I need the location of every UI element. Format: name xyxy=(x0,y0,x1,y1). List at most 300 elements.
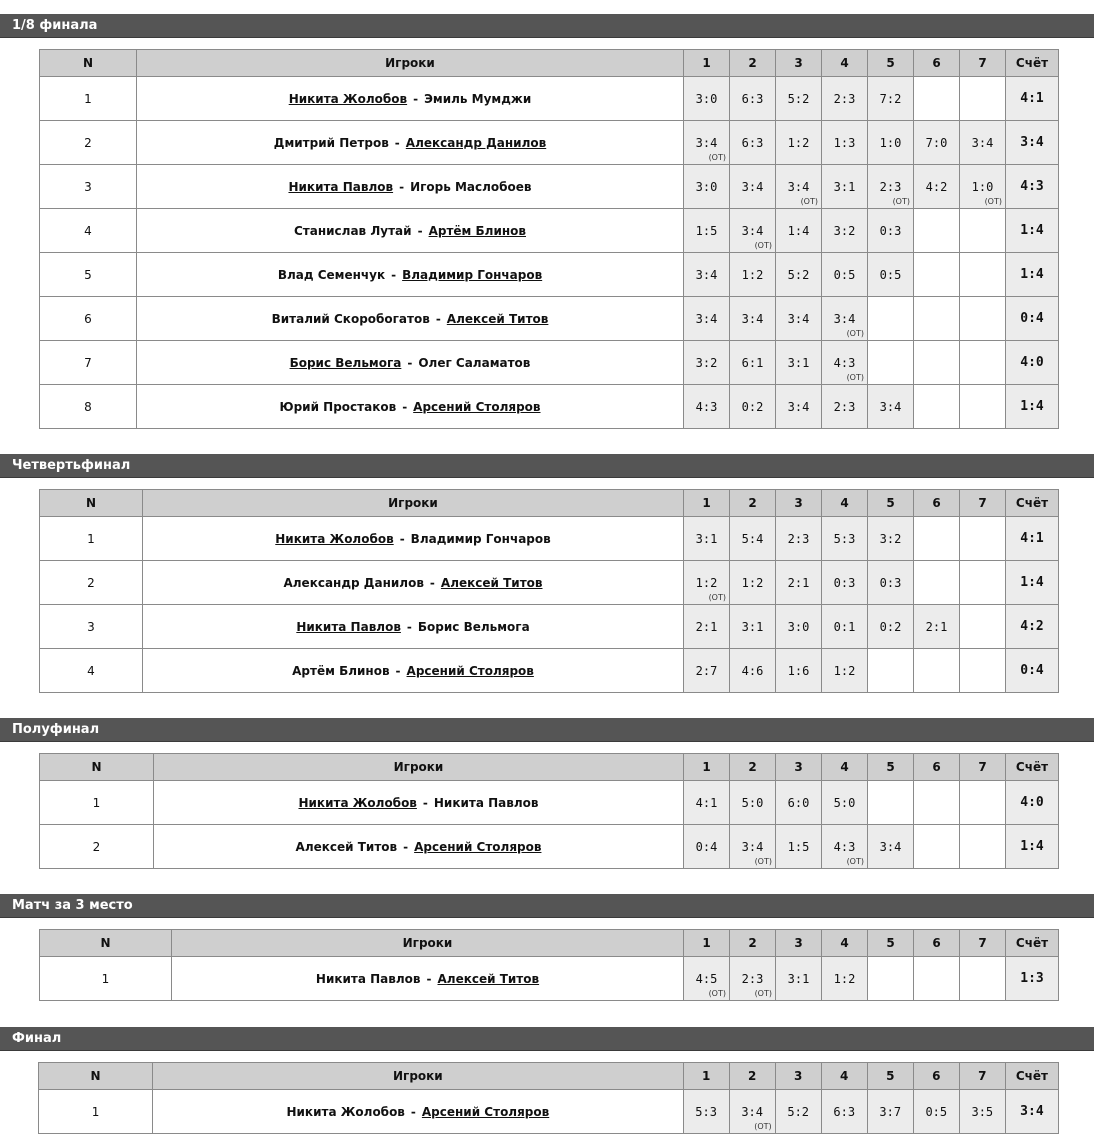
match-score: 1:3 xyxy=(1006,957,1059,1001)
set-score-3 xyxy=(776,341,822,385)
set-score-4 xyxy=(822,517,868,561)
set-score-value: 1:0 xyxy=(879,135,902,150)
match-row xyxy=(40,121,1059,165)
match-row xyxy=(40,825,1059,869)
set-score-7 xyxy=(960,605,1006,649)
match-players xyxy=(143,605,684,649)
player-link[interactable]: Виталий Скоробогатов xyxy=(271,311,430,326)
set-score-1 xyxy=(684,165,730,209)
set-score-value: 3:5 xyxy=(971,1104,994,1119)
match-row xyxy=(40,297,1059,341)
set-score-value: 4:2 xyxy=(925,179,948,194)
match-number: 1 xyxy=(40,781,154,825)
match-number: 2 xyxy=(40,121,137,165)
set-score-7 xyxy=(960,781,1006,825)
player-link[interactable]: Никита Жолобов xyxy=(298,795,417,810)
match-players xyxy=(137,297,684,341)
set-score-7 xyxy=(960,825,1006,869)
set-score-value: 0:5 xyxy=(879,267,902,282)
overtime-badge: (ОТ) xyxy=(708,153,726,162)
vs-separator: - xyxy=(426,971,432,986)
set-score-2 xyxy=(730,957,776,1001)
set-score-value: 2:3 xyxy=(879,179,902,194)
column-header-n: N xyxy=(40,50,137,77)
set-score-3 xyxy=(776,825,822,869)
set-score-value: 5:0 xyxy=(833,795,856,810)
match-number: 1 xyxy=(40,77,137,121)
match-number: 6 xyxy=(40,297,137,341)
vs-separator: - xyxy=(399,531,405,546)
match-players xyxy=(137,341,684,385)
set-score-6 xyxy=(914,341,960,385)
set-score-value: 6:1 xyxy=(741,355,764,370)
vs-separator: - xyxy=(403,839,409,854)
set-score-6 xyxy=(914,77,960,121)
set-score-6 xyxy=(914,781,960,825)
set-score-4 xyxy=(822,165,868,209)
set-score-2 xyxy=(730,825,776,869)
match-players xyxy=(153,1090,684,1134)
set-score-4 xyxy=(822,121,868,165)
set-score-value: 1:2 xyxy=(833,663,856,678)
match-row xyxy=(40,561,1059,605)
player-link[interactable]: Никита Жолобов xyxy=(275,531,394,546)
player-link[interactable]: Дмитрий Петров xyxy=(273,135,389,150)
player-link[interactable]: Юрий Простаков xyxy=(279,399,397,414)
match-score: 0:4 xyxy=(1006,649,1059,693)
set-score-2 xyxy=(730,605,776,649)
column-header-n: N xyxy=(39,1063,153,1090)
match-number: 3 xyxy=(40,165,137,209)
set-score-7 xyxy=(960,253,1006,297)
header-row xyxy=(40,754,1059,781)
set-score-value: 0:4 xyxy=(695,839,718,854)
set-score-value: 3:7 xyxy=(879,1104,902,1119)
section-header: 1/8 финала xyxy=(0,14,1094,38)
set-score-4 xyxy=(822,957,868,1001)
bracket-table xyxy=(39,753,1059,869)
match-row xyxy=(40,385,1059,429)
set-score-3 xyxy=(776,209,822,253)
set-score-5 xyxy=(868,605,914,649)
vs-separator: - xyxy=(435,311,441,326)
column-header-set-3: 3 xyxy=(775,1063,821,1090)
vs-separator: - xyxy=(417,223,423,238)
match-row xyxy=(40,209,1059,253)
column-header-set-3: 3 xyxy=(776,50,822,77)
bracket-table xyxy=(38,1062,1059,1134)
player-link[interactable]: Никита Жолобов xyxy=(286,1104,405,1119)
set-score-6 xyxy=(914,253,960,297)
player-link[interactable]: Артём Блинов xyxy=(292,663,390,678)
vs-separator: - xyxy=(391,267,397,282)
player-link[interactable]: Никита Павлов xyxy=(288,179,394,194)
match-number: 4 xyxy=(40,649,143,693)
set-score-2 xyxy=(730,781,776,825)
set-score-value: 3:2 xyxy=(879,531,902,546)
set-score-value: 5:0 xyxy=(741,795,764,810)
column-header-set-4: 4 xyxy=(822,930,868,957)
column-header-set-4: 4 xyxy=(822,754,868,781)
player-link[interactable]: Арсений Столяров xyxy=(414,839,542,854)
vs-separator: - xyxy=(395,663,401,678)
set-score-2 xyxy=(730,121,776,165)
set-score-3 xyxy=(776,385,822,429)
set-score-value: 6:3 xyxy=(741,91,764,106)
set-score-5 xyxy=(868,77,914,121)
set-score-1 xyxy=(684,957,730,1001)
column-header-set-7: 7 xyxy=(960,930,1006,957)
column-header-set-5: 5 xyxy=(867,1063,913,1090)
set-score-1 xyxy=(684,825,730,869)
set-score-3 xyxy=(776,121,822,165)
vs-separator: - xyxy=(422,795,428,810)
match-row xyxy=(40,77,1059,121)
set-score-5 xyxy=(868,341,914,385)
set-score-5 xyxy=(868,825,914,869)
column-header-set-2: 2 xyxy=(730,754,776,781)
column-header-set-4: 4 xyxy=(821,1063,867,1090)
set-score-1 xyxy=(684,121,730,165)
set-score-3 xyxy=(776,561,822,605)
set-score-value: 1:5 xyxy=(695,223,718,238)
set-score-3 xyxy=(776,649,822,693)
column-header-set-2: 2 xyxy=(730,50,776,77)
player-link[interactable]: Эмиль Мумджи xyxy=(424,91,532,106)
player-link[interactable]: Алексей Титов xyxy=(295,839,398,854)
set-score-6 xyxy=(914,385,960,429)
set-score-2 xyxy=(730,209,776,253)
set-score-7 xyxy=(960,385,1006,429)
match-players xyxy=(137,121,684,165)
match-score: 1:4 xyxy=(1006,825,1059,869)
set-score-1 xyxy=(684,297,730,341)
player-link[interactable]: Арсений Столяров xyxy=(421,1104,550,1119)
match-number: 4 xyxy=(40,209,137,253)
column-header-n: N xyxy=(40,490,143,517)
player-link[interactable]: Арсений Столяров xyxy=(413,399,541,414)
vs-separator: - xyxy=(410,1104,416,1119)
set-score-5 xyxy=(868,957,914,1001)
set-score-6 xyxy=(914,165,960,209)
set-score-value: 3:4 xyxy=(741,311,764,326)
player-link[interactable]: Арсений Столяров xyxy=(406,663,534,678)
set-score-6 xyxy=(914,297,960,341)
match-score: 4:1 xyxy=(1006,77,1059,121)
column-header-set-1: 1 xyxy=(684,930,730,957)
set-score-7 xyxy=(959,1090,1005,1134)
player-link[interactable]: Станислав Лутай xyxy=(293,223,412,238)
match-players xyxy=(143,517,684,561)
set-score-1 xyxy=(684,253,730,297)
set-score-value: 3:1 xyxy=(741,619,764,634)
section-header: Матч за 3 место xyxy=(0,894,1094,918)
set-score-value: 1:2 xyxy=(787,135,810,150)
match-score: 3:4 xyxy=(1006,121,1059,165)
match-number: 2 xyxy=(40,825,154,869)
set-score-3 xyxy=(776,517,822,561)
set-score-value: 3:1 xyxy=(787,971,810,986)
set-score-value: 5:2 xyxy=(787,91,810,106)
set-score-7 xyxy=(960,165,1006,209)
column-header-players: Игроки xyxy=(143,490,684,517)
set-score-4 xyxy=(821,1090,867,1134)
player-link[interactable]: Влад Семенчук xyxy=(277,267,386,282)
set-score-value: 3:4 xyxy=(741,223,764,238)
match-number: 7 xyxy=(40,341,137,385)
set-score-value: 7:0 xyxy=(925,135,948,150)
set-score-value: 3:4 xyxy=(833,311,856,326)
set-score-value: 1:6 xyxy=(787,663,810,678)
player-link[interactable]: Борис Вельмога xyxy=(289,355,402,370)
set-score-7 xyxy=(960,297,1006,341)
set-score-value: 3:2 xyxy=(833,223,856,238)
set-score-value: 3:4 xyxy=(971,135,994,150)
match-players xyxy=(154,781,684,825)
column-header-score: Счёт xyxy=(1005,1063,1058,1090)
set-score-value: 2:3 xyxy=(833,399,856,414)
column-header-players: Игроки xyxy=(137,50,684,77)
overtime-badge: (ОТ) xyxy=(754,241,772,250)
set-score-1 xyxy=(684,77,730,121)
overtime-badge: (ОТ) xyxy=(708,593,726,602)
match-score: 1:4 xyxy=(1006,385,1059,429)
set-score-2 xyxy=(730,561,776,605)
set-score-value: 4:1 xyxy=(695,795,718,810)
match-score: 0:4 xyxy=(1006,297,1059,341)
match-players xyxy=(137,165,684,209)
set-score-value: 3:1 xyxy=(787,355,810,370)
match-players xyxy=(137,253,684,297)
set-score-4 xyxy=(822,341,868,385)
set-score-value: 0:5 xyxy=(925,1104,948,1119)
set-score-2 xyxy=(730,297,776,341)
set-score-6 xyxy=(914,121,960,165)
set-score-5 xyxy=(867,1090,913,1134)
column-header-set-1: 1 xyxy=(684,754,730,781)
set-score-value: 2:3 xyxy=(833,91,856,106)
column-header-score: Счёт xyxy=(1006,490,1059,517)
player-link[interactable]: Никита Павлов xyxy=(433,795,539,810)
column-header-set-7: 7 xyxy=(960,754,1006,781)
set-score-4 xyxy=(822,77,868,121)
set-score-6 xyxy=(913,1090,959,1134)
overtime-badge: (ОТ) xyxy=(892,197,910,206)
set-score-7 xyxy=(960,77,1006,121)
set-score-5 xyxy=(868,165,914,209)
set-score-value: 3:4 xyxy=(741,839,764,854)
set-score-value: 2:1 xyxy=(695,619,718,634)
set-score-5 xyxy=(868,385,914,429)
set-score-1 xyxy=(684,209,730,253)
player-link[interactable]: Алексей Титов xyxy=(437,971,540,986)
player-link[interactable]: Алексей Титов xyxy=(440,575,543,590)
set-score-5 xyxy=(868,561,914,605)
set-score-3 xyxy=(776,253,822,297)
bracket-table xyxy=(39,49,1059,429)
set-score-5 xyxy=(868,253,914,297)
set-score-value: 1:5 xyxy=(787,839,810,854)
set-score-value: 0:2 xyxy=(879,619,902,634)
set-score-value: 3:1 xyxy=(833,179,856,194)
set-score-value: 3:4 xyxy=(741,1104,764,1119)
set-score-7 xyxy=(960,649,1006,693)
set-score-value: 3:4 xyxy=(787,399,810,414)
match-row xyxy=(40,649,1059,693)
set-score-2 xyxy=(730,385,776,429)
set-score-7 xyxy=(960,561,1006,605)
set-score-value: 5:2 xyxy=(787,1104,810,1119)
set-score-3 xyxy=(776,605,822,649)
set-score-value: 1:2 xyxy=(695,575,718,590)
set-score-4 xyxy=(822,253,868,297)
match-score: 1:4 xyxy=(1006,561,1059,605)
set-score-value: 6:0 xyxy=(787,795,810,810)
player-link[interactable]: Артём Блинов xyxy=(428,223,526,238)
set-score-value: 0:3 xyxy=(833,575,856,590)
set-score-7 xyxy=(960,517,1006,561)
set-score-value: 2:3 xyxy=(741,971,764,986)
column-header-set-1: 1 xyxy=(684,50,730,77)
player-link[interactable]: Александр Данилов xyxy=(283,575,424,590)
set-score-1 xyxy=(683,1090,729,1134)
player-link[interactable]: Никита Павлов xyxy=(315,971,421,986)
column-header-set-4: 4 xyxy=(822,490,868,517)
set-score-7 xyxy=(960,957,1006,1001)
set-score-value: 3:1 xyxy=(695,531,718,546)
vs-separator: - xyxy=(399,179,405,194)
set-score-value: 2:1 xyxy=(787,575,810,590)
set-score-value: 6:3 xyxy=(833,1104,856,1119)
match-number: 8 xyxy=(40,385,137,429)
column-header-set-3: 3 xyxy=(776,754,822,781)
set-score-3 xyxy=(776,781,822,825)
set-score-value: 4:3 xyxy=(833,355,856,370)
set-score-5 xyxy=(868,781,914,825)
set-score-value: 5:3 xyxy=(833,531,856,546)
set-score-5 xyxy=(868,649,914,693)
bracket-table xyxy=(39,929,1059,1001)
set-score-2 xyxy=(730,341,776,385)
header-row xyxy=(39,1063,1059,1090)
set-score-5 xyxy=(868,209,914,253)
match-score: 1:4 xyxy=(1006,253,1059,297)
section-header: Финал xyxy=(0,1027,1094,1051)
set-score-6 xyxy=(914,517,960,561)
set-score-value: 0:3 xyxy=(879,575,902,590)
match-row xyxy=(39,1090,1059,1134)
player-link[interactable]: Владимир Гончаров xyxy=(402,267,543,282)
vs-separator: - xyxy=(407,355,413,370)
set-score-value: 3:0 xyxy=(695,91,718,106)
set-score-value: 4:5 xyxy=(695,971,718,986)
player-link[interactable]: Владимир Гончаров xyxy=(410,531,551,546)
match-row xyxy=(40,605,1059,649)
overtime-badge: (ОТ) xyxy=(846,329,864,338)
set-score-2 xyxy=(730,517,776,561)
set-score-value: 3:4 xyxy=(695,311,718,326)
vs-separator: - xyxy=(406,619,412,634)
column-header-set-3: 3 xyxy=(776,930,822,957)
header-row xyxy=(40,50,1059,77)
player-link[interactable]: Александр Данилов xyxy=(405,135,547,150)
set-score-value: 3:2 xyxy=(695,355,718,370)
set-score-3 xyxy=(776,957,822,1001)
set-score-7 xyxy=(960,121,1006,165)
set-score-value: 1:4 xyxy=(787,223,810,238)
set-score-6 xyxy=(914,825,960,869)
column-header-set-5: 5 xyxy=(868,930,914,957)
set-score-1 xyxy=(684,605,730,649)
overtime-badge: (ОТ) xyxy=(846,857,864,866)
set-score-6 xyxy=(914,209,960,253)
match-score: 4:0 xyxy=(1006,781,1059,825)
player-link[interactable]: Никита Жолобов xyxy=(288,91,408,106)
set-score-value: 3:4 xyxy=(695,135,718,150)
set-score-value: 1:2 xyxy=(741,267,764,282)
set-score-value: 2:1 xyxy=(925,619,948,634)
column-header-set-6: 6 xyxy=(914,50,960,77)
overtime-badge: (ОТ) xyxy=(800,197,818,206)
set-score-5 xyxy=(868,517,914,561)
set-score-4 xyxy=(822,297,868,341)
match-players xyxy=(143,649,684,693)
column-header-set-5: 5 xyxy=(868,490,914,517)
column-header-players: Игроки xyxy=(153,1063,684,1090)
set-score-value: 0:5 xyxy=(833,267,856,282)
match-number: 1 xyxy=(40,517,143,561)
match-score: 4:0 xyxy=(1006,341,1059,385)
set-score-7 xyxy=(960,341,1006,385)
bracket-table xyxy=(39,489,1059,693)
player-link[interactable]: Никита Павлов xyxy=(296,619,401,634)
set-score-value: 5:2 xyxy=(787,267,810,282)
set-score-1 xyxy=(684,341,730,385)
set-score-value: 2:3 xyxy=(787,531,810,546)
column-header-score: Счёт xyxy=(1006,754,1059,781)
player-link[interactable]: Алексей Титов xyxy=(446,311,549,326)
set-score-4 xyxy=(822,561,868,605)
set-score-value: 4:6 xyxy=(741,663,764,678)
match-score: 4:2 xyxy=(1006,605,1059,649)
header-row xyxy=(40,930,1059,957)
player-link[interactable]: Игорь Маслобоев xyxy=(410,179,532,194)
set-score-value: 0:3 xyxy=(879,223,902,238)
vs-separator: - xyxy=(402,399,408,414)
set-score-4 xyxy=(822,649,868,693)
overtime-badge: (ОТ) xyxy=(708,989,726,998)
set-score-3 xyxy=(776,297,822,341)
column-header-set-5: 5 xyxy=(868,754,914,781)
player-link[interactable]: Борис Вельмога xyxy=(417,619,530,634)
set-score-value: 3:4 xyxy=(695,267,718,282)
set-score-value: 4:3 xyxy=(695,399,718,414)
column-header-set-6: 6 xyxy=(914,754,960,781)
set-score-2 xyxy=(730,649,776,693)
player-link[interactable]: Олег Саламатов xyxy=(418,355,531,370)
column-header-set-7: 7 xyxy=(960,50,1006,77)
overtime-badge: (ОТ) xyxy=(846,373,864,382)
column-header-set-6: 6 xyxy=(913,1063,959,1090)
set-score-value: 3:0 xyxy=(787,619,810,634)
set-score-1 xyxy=(684,561,730,605)
column-header-players: Игроки xyxy=(154,754,684,781)
set-score-4 xyxy=(822,385,868,429)
column-header-n: N xyxy=(40,754,154,781)
column-header-players: Игроки xyxy=(172,930,684,957)
set-score-value: 3:0 xyxy=(695,179,718,194)
match-players xyxy=(137,209,684,253)
